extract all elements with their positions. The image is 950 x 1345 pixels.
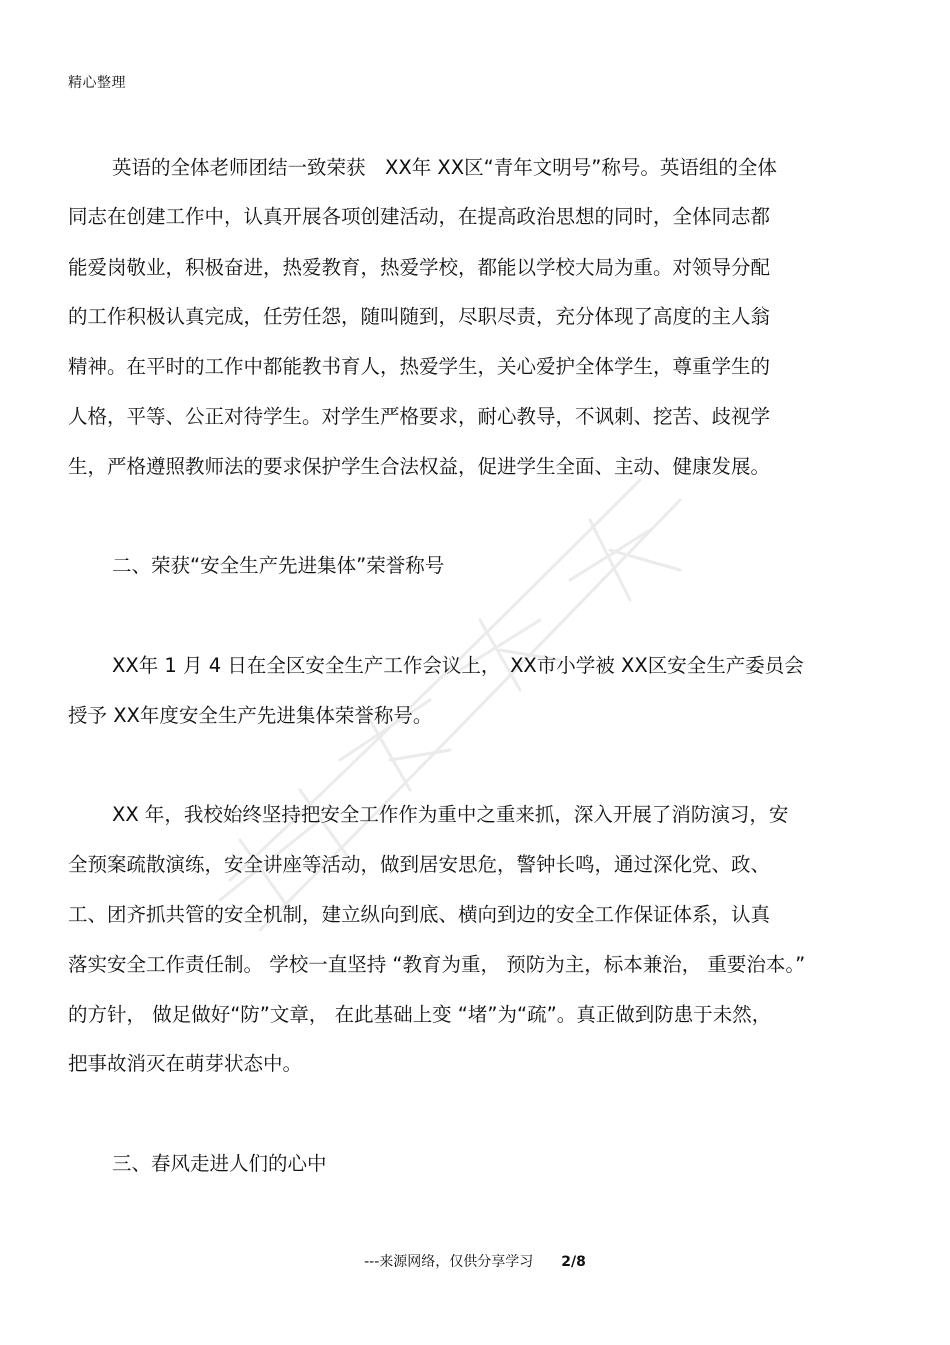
footer-source: ---来源网络，仅供分享学习 (364, 1254, 534, 1270)
paragraph-line: 把事故消灭在萌芽状态中。 (68, 1052, 303, 1075)
paragraph-line: 精神。在平时的工作中都能教书育人，热爱学生，关心爱护全体学生，尊重学生的 (68, 355, 771, 378)
paragraph-line: XX年 1 月 4 日在全区安全生产工作会议上， XX市小学被 XX区安全生产委员会 (112, 654, 804, 677)
paragraph-line: 全预案疏散演练，安全讲座等活动，做到居安思危，警钟长鸣，通过深化党、政、 (68, 853, 771, 876)
page-number: 2/8 (561, 1254, 586, 1270)
section-heading: 二、荣获“安全生产先进集体”荣誉称号 (112, 554, 445, 577)
page-header: 精心整理 (68, 75, 126, 91)
paragraph-line: 同志在创建工作中，认真开展各项创建活动，在提高政治思想的同时，全体同志都 (68, 205, 771, 228)
page-footer (0, 1251, 950, 1271)
paragraph-line: 英语的全体老师团结一致荣获 XX年 XX区“青年文明号”称号。英语组的全体 (112, 156, 777, 179)
paragraph-line: 能爱岗敬业，积极奋进，热爱教育，热爱学校，都能以学校大局为重。对领导分配 (68, 256, 771, 279)
paragraph-line: 落实安全工作责任制。 学校一直坚持 “教育为重， 预防为主，标本兼治， 重要治本。” (68, 953, 806, 976)
paragraph-line: 生，严格遵照教师法的要求保护学生合法权益，促进学生全面、主动、健康发展。 (68, 455, 771, 478)
paragraph-line: XX 年，我校始终坚持把安全工作作为重中之重来抓，深入开展了消防演习，安 (112, 803, 789, 826)
paragraph-line: 的工作积极认真完成，任劳任怨，随叫随到，尽职尽责，充分体现了高度的主人翁 (68, 305, 771, 328)
paragraph-line: 授予 XX年度安全生产先进集体荣誉称号。 (68, 704, 433, 727)
section-heading: 三、春风走进人们的心中 (112, 1152, 327, 1175)
paragraph-line: 的方针， 做足做好“防”文章， 在此基础上变 “堵”为“疏”。真正做到防患于未然， (68, 1003, 772, 1026)
paragraph-line: 人格，平等、公正对待学生。对学生严格要求，耐心教导，不讽刺、挖苦、歧视学 (68, 405, 771, 428)
paragraph-line: 工、团齐抓共管的安全机制，建立纵向到底、横向到边的安全工作保证体系，认真 (68, 903, 771, 926)
